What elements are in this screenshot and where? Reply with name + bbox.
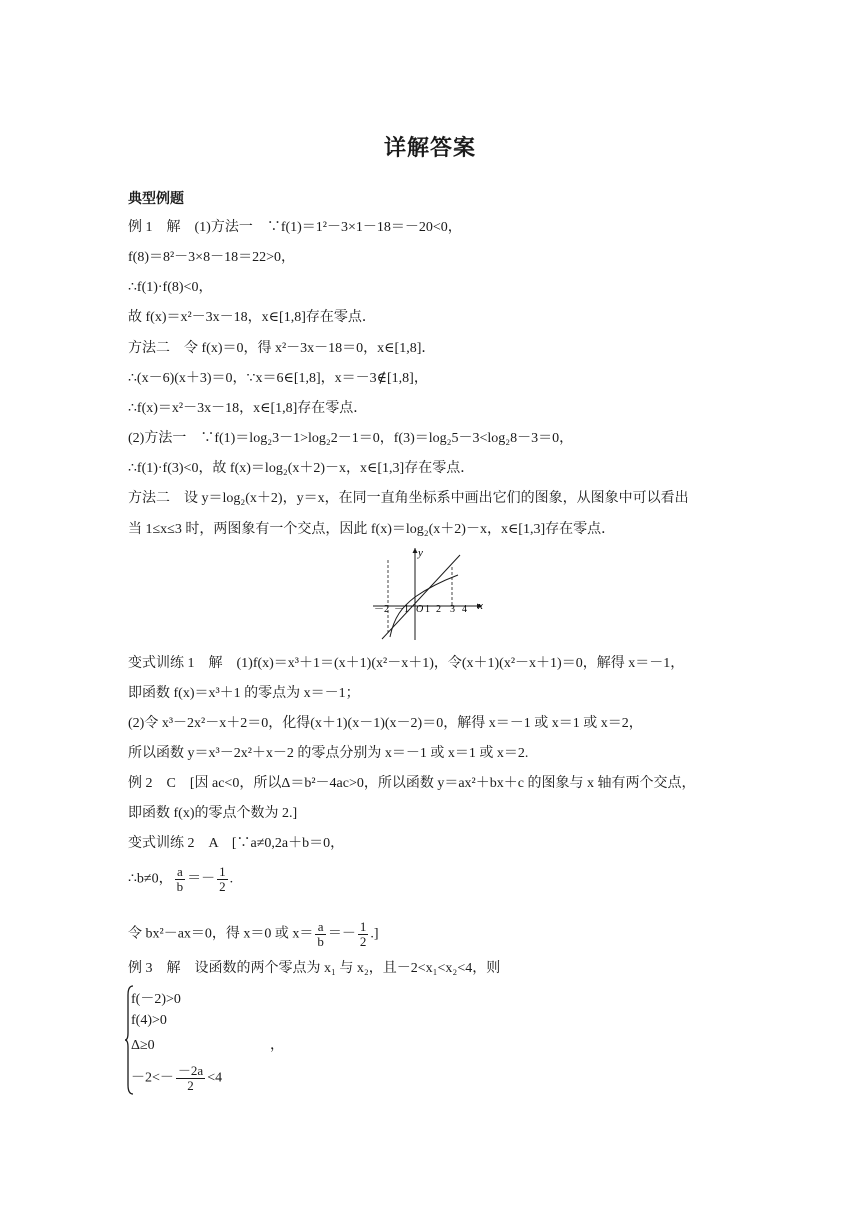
numerator: a xyxy=(175,865,186,880)
text-segment: ＝－ xyxy=(187,871,216,887)
text-line: ∴f(1)·f(3)<0，故 f(x)＝log₂(x＋2)－x，x∈[1,3]存在零点． xyxy=(128,461,475,476)
denominator: 2 xyxy=(359,934,367,949)
text-line: 当 1≤x≤3 时，两图象有一个交点，因此 f(x)＝log₂(x＋2)－x，x∈[1,3]存在零点． xyxy=(128,522,616,537)
fraction-a-over-b xyxy=(175,865,186,894)
condition-f-4: f(4)>0 xyxy=(131,1013,167,1028)
condition-f-neg2: f(－2)>0 xyxy=(131,992,181,1007)
fraction-neg2a-over-2 xyxy=(176,1064,205,1093)
text-line: (2)令 x³－2x²－x＋2＝0，化得(x＋1)(x－1)(x－2)＝0，解得 x＝－1 或 x＝1 或 x＝2， xyxy=(128,716,643,731)
text-segment: 令 bx²－ax＝0，得 x＝0 或 x＝ xyxy=(128,926,314,942)
text-segment: <4 xyxy=(207,1070,223,1086)
text-line: 即函数 f(x)＝x³＋1 的零点为 x＝－1； xyxy=(128,686,360,701)
text-line: 例 2 C [因 ac<0，所以Δ＝b²－4ac>0，所以函数 y＝ax²＋bx＋c 的图象与 x 轴有两个交点， xyxy=(128,776,696,791)
tick-label-2: 2 xyxy=(436,604,441,615)
fraction-a-over-b xyxy=(315,920,326,949)
numerator: a xyxy=(315,920,326,935)
tick-label-neg2: －2 xyxy=(374,604,389,615)
system-comma: ， xyxy=(270,1038,284,1053)
tick-label-3: 3 xyxy=(450,604,455,615)
text-line: (2)方法一 ∵f(1)＝log₂3－1>log₂2－1＝0，f(3)＝log₂5－3<log₂8－3＝0， xyxy=(128,431,574,446)
line-solve-bx2-ax xyxy=(128,920,379,949)
text-line: 所以函数 y＝x³－2x²＋x－2 的零点分别为 x＝－1 或 x＝1 或 x＝2. xyxy=(128,746,529,761)
fraction-one-half xyxy=(217,865,228,894)
text-segment: . xyxy=(229,871,234,887)
text-line: 即函数 f(x)的零点个数为 2.] xyxy=(128,806,298,821)
denominator: 2 xyxy=(187,1078,194,1093)
text-line: 故 f(x)＝x²－3x－18，x∈[1,8]存在零点． xyxy=(128,310,376,325)
condition-discriminant: Δ≥0 xyxy=(131,1038,155,1053)
text-line: ∴f(1)·f(8)<0， xyxy=(128,280,213,295)
text-line: 例 3 解 设函数的两个零点为 x₁ 与 x₂，且－2<x₁<x₂<4，则 xyxy=(128,961,501,976)
fraction-one-half xyxy=(358,920,369,949)
text-line: 方法二 令 f(x)＝0，得 x²－3x－18＝0，x∈[1,8]． xyxy=(128,341,436,356)
y-axis-arrow xyxy=(413,548,418,553)
line-b-nonzero xyxy=(128,865,233,894)
denominator: b xyxy=(176,879,184,894)
x-axis-label: x xyxy=(478,600,483,612)
text-line: 变式训练 1 解 (1)f(x)＝x³＋1＝(x＋1)(x²－x＋1)，令(x＋1)(x²－x＋1)＝0，解得 x＝－1， xyxy=(128,656,685,671)
function-graph xyxy=(370,545,490,643)
text-segment: ∴b≠0， xyxy=(128,871,173,887)
text-line: ∴f(x)＝x²－3x－18，x∈[1,8]存在零点． xyxy=(128,401,368,416)
numerator: －2a xyxy=(177,1063,204,1078)
origin-label: O xyxy=(416,604,424,615)
tick-label-neg1: －1 xyxy=(394,604,409,615)
text-segment: .] xyxy=(370,926,379,942)
text-line: ∴(x－6)(x＋3)＝0，∵x＝6∈[1,8]，x＝－3∉[1,8]， xyxy=(128,371,428,386)
text-line: 典型例题 xyxy=(128,191,184,207)
numerator: 1 xyxy=(359,919,367,934)
numerator: 1 xyxy=(219,864,226,879)
text-segment: ＝－ xyxy=(327,926,356,942)
page-title: 详解答案 xyxy=(383,136,476,161)
line-y-equals-x xyxy=(382,555,460,639)
y-axis-label: y xyxy=(418,547,423,559)
text-line: 例 1 解 (1)方法一 ∵f(1)＝1²－3×1－18＝－20<0， xyxy=(128,220,462,235)
text-segment: －2<－ xyxy=(131,1070,174,1086)
condition-axis xyxy=(131,1064,222,1093)
denominator: b xyxy=(317,934,324,949)
text-line: 变式训练 2 A [∵a≠0,2a＋b＝0， xyxy=(128,836,345,851)
tick-label-4: 4 xyxy=(462,604,467,615)
text-line: 方法二 设 y＝log₂(x＋2)，y＝x，在同一直角坐标系中画出它们的图象，从图象中可以看出 xyxy=(128,491,689,506)
tick-label-1: 1 xyxy=(425,604,430,615)
denominator: 2 xyxy=(219,879,226,894)
text-line: f(8)＝8²－3×8－18＝22>0， xyxy=(128,250,295,265)
